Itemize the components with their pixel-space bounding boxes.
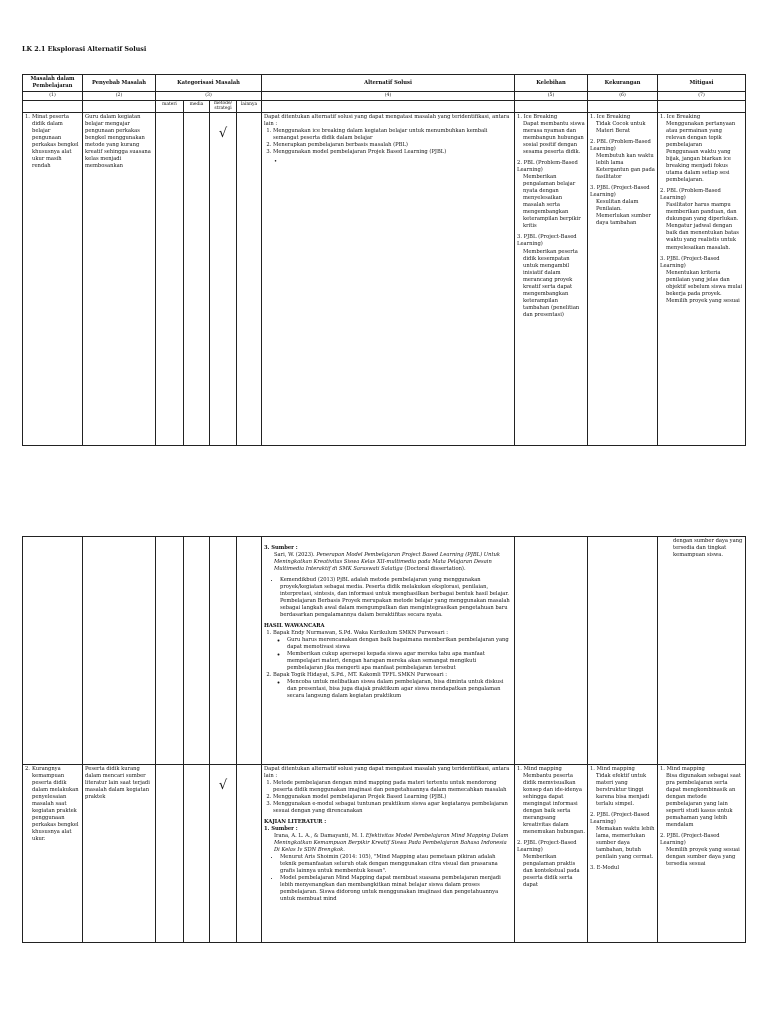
col-number: (7) [658, 92, 746, 101]
header-mitigasi: Mitigasi [658, 75, 746, 92]
header-masalah: Masalah dalam Pembelajaran [23, 75, 83, 92]
solution-table-page-2 [22, 536, 746, 943]
kelebihan-cell: 1. Ice Breaking • Dapat membantu siswa merasa nyaman dan membangun hubungan sosial positif dengan sesama peserta didik. 2. PBL (Problem-Based Learning) • Memberikan pengalaman belajar nyata dengan menyelesaikan masalah serta mengembangkan keterampilan berpikir kritis 3. PJBL (Project-Based Learning) • Memberikan peserta didik kesempatan untuk mengambil inisiatif dalam merancang proyek kreatif serta dapat mengembangkan keterampilan tambahan (penelitian dan presentasi) [515, 113, 588, 446]
col-number: (6) [588, 92, 658, 101]
list-item: 1. Metode pembelajaran dengan mind mapping pada materi tertentu untuk mendorong peserta didik menggunakan imajinasi dan pengetahuannya dalam memecahkan masalah [273, 780, 512, 794]
col-number: (5) [515, 92, 588, 101]
header-kekurangan: Kekurangan [588, 75, 658, 92]
alternatif-cell: Dapat ditentukan alternatif solusi yang dapat mengatasi masalah yang teridentifikasi, antara lain : 1. Metode pembelajaran dengan mind mapping pada materi tertentu untuk mendorong peserta didik menggunakan imajinasi dan pengetahuannya dalam memecahkan masalah 2. Menggunakan model pembelajaran Projek Based Learning (PJBL) 3. Menggunakan e-modul sebagai tuntunan praktikum siswa agar kegiatanya pembelajaran sesuai dengan yang direncanakan KAJIAN LITERATUR : 1. Sumber : Irana, A. L. A., & Damayanti, M. I. Efektivitas Model Pembelajaran Mind Mapping Dalam Meningkatkan Kemampuan Berpikir Kreatif Siswa Pada Pembelajaran Bahasa Indonesia Di Kelas Iv SDN Brengkok. • Menurut Aris Shoimin (2014: 105), "Mind Mapping atau pemetaan pikiran adalah teknik pemanfaatan seluruh otak dengan menggunakan citra visual dan prasarana grafis lainnya untuk membentuk kesan". • Model pembelajaran Mind Mapping dapat membuat suasana pembelajaran menjadi lebih menyenangkan dan membangkitkan minat belajar siswa dalam proses pembelajaran. Siswa didorong untuk menggunakan imajinasi dan pengetahuannya untuk membuat mind [262, 765, 515, 943]
mitigasi-cell-continued: dengan sumber daya yang tersedia dan tingkat kemampuan siswa. [658, 537, 746, 765]
bullet-icon: • [274, 159, 278, 166]
masalah-text: Kurangnya kemampuan peserta didik dalam melakukan penyelesaian masalah saat kegiatan praktek penggunaan perkakas bengkel khususnya alat ukur. [32, 766, 79, 843]
penyebab-cell: Guru dalam kegiatan belajar mengajar pengunaan perkakas bengkel menggunakan metode yang kurang kreatif sehingga suasana kelas menjadi membosankan [83, 113, 156, 446]
header-alternatif: Alternatif Solusi [262, 75, 515, 92]
mitigasi-cell: 1. Ice Breaking • Menggunakan pertanyaan atau permainan yang relevan dengan topik pembelajaran • Penggunaan waktu yang bijak, jangan biarkan ice breaking menjadi fokus utama dalam setiap sesi pembelajaran. 2. PBL (Problem-Based Learning) • Fasilitator harus mampu memberikan panduan, dan dukungan yang diperlukan. • Mengatur jadwal dengan baik dan menentukan batas waktu yang realistis untuk menyelesaikan masalah. 3. PJBL (Project-Based Learning) • Menentukan kriteria penilaian yang jelas dan objektif sebelum siswa mulai bekerja pada proyek. • Memilih proyek yang sesuai [658, 113, 746, 446]
masalah-cell: 2. Kurangnya kemampuan peserta didik dalam melakukan penyelesaian masalah saat kegiatan praktek penggunaan perkakas bengkel khususnya alat ukur. [23, 765, 83, 943]
masalah-cell: 1. Minat peserta didik dalam belajar pengunaan perkakas bengkel khususnya alat ukur masih rendah [23, 113, 83, 446]
list-item: 3. Menggunakan model pembelajaran Projek Based Learning (PJBL) [273, 149, 512, 156]
list-item: 1. Menggunakan ice breaking dalam kegiatan belajar untuk menumbuhkan kembali semangat peserta didik dalam belajar [273, 128, 512, 142]
sub-header-media: media [184, 101, 210, 113]
solution-table-page-1 [22, 74, 746, 446]
alternatif-cell-continued: 3. Sumber : Sari, W. (2023). Penerapan Model Pembelajaran Project Based Learning (PJBL) Untuk Meningkatkan Kreativitas Siswa Kelas XII-multimedia pada Mata Pelajaran Desain Multimedia Interaktif di SMK Saraswati Salatiga (Doctoral dissertation). • Kemendikbud (2013) PjBL adalah metode pembelajaran yang menggunakan proyek/kegiatan sebagai media. Peserta didik melakukan eksplorasi, penilaian, interpretasi, sintesis, dan informasi untuk menghasilkan berbagai bentuk hasil belajar. Pembelajaran Berbasis Proyek merupakan metode belajar yang menggunakan masalah sebagai langkah awal dalam mengumpulkan dan mengintegrasikan pengetahuan baru berdasarkan pengalamannya dalam beraktifitas secara nyata. HASIL WAWANCARA 1. Bapak Endy Nurmawan, S.Pd. Waka Kurikulum SMKN Purwosari : ◦ Guru harus merencanakan dengan baik bagaimana memberikan pembelajaran yang dapat memotivasi siswa ◦ Memberikan cukup apersepsi kepada siswa agar mereka tahu apa manfaat mempelajari materi, dengan harapan mereka akan semangat mengikuti pembelajaran jika mengerti apa manfaat pembelajaran tersebut 2. Bapak Togik Hidayat, S.Pd., MT. Kakomli TPFL SMKN Purwosari : ◦ Mencoba untuk melibatkan siswa dalam pembelajaran, bisa diminta untuk diskusi dan presentasi, bisa juga diajak praktikum agar siswa mendapatkan pengalaman secara langsung dalam kegiatan praktikum [262, 537, 515, 765]
mitigasi-cell: 1. Mind mapping • Bisa digunakan sebagai saat pra pembelajaran serta dapat mengkombinasik an dengan metode pembelajaran yang lain seperti studi kasus untuk pemahaman yang lebih mendalam 2. PJBL (Project-Based Learning) • Memilih proyek yang sesuai dengan sumber daya yang tersedia sesuai [658, 765, 746, 943]
sub-header-lainnya: lainnya [237, 101, 262, 113]
header-kategorisasi: Kategorisasi Masalah [156, 75, 262, 92]
header-kelebihan: Kelebihan [515, 75, 588, 92]
document-title: LK 2.1 Eksplorasi Alternatif Solusi [22, 45, 147, 53]
list-item: 3. Menggunakan e-modul sebagai tuntunan praktikum siswa agar kegiatanya pembelajaran sesuai dengan yang direncanakan [273, 801, 512, 815]
table-row [23, 765, 746, 943]
check-mark: √ [210, 765, 237, 943]
penyebab-cell: Peserta didik kurang dalam mencari sumber literatur lain saat terjadi masalah dalam kegiatan praktek [83, 765, 156, 943]
list-item: 2. Menerapkan pembelajaran berbasis masalah (PBL) [273, 142, 512, 149]
kekurangan-cell: 1. Ice Breaking • Tidak Cocok untuk Materi Berat 2. PBL (Problem-Based Learning) • Membutuh kan waktu lebih lama • Ketergantun gan pada fasilitator 3. PJBL (Project-Based Learning) • Kesulitan dalam Penilaian. • Memerlukan sumber daya tambahan [588, 113, 658, 446]
table-row [23, 113, 746, 446]
alternatif-cell: Dapat ditentukan alternatif solusi yang dapat mengatasi masalah yang teridentifikasi, antara lain : 1. Menggunakan ice breaking dalam kegiatan belajar untuk menumbuhkan kembali semangat peserta didik dalam belajar 2. Menerapkan pembelajaran berbasis masalah (PBL) 3. Menggunakan model pembelajaran Projek Based Learning (PJBL) • [262, 113, 515, 446]
list-item: 2. Menggunakan model pembelajaran Projek Based Learning (PJBL) [273, 794, 512, 801]
col-number: (3) [156, 92, 262, 101]
kelebihan-cell: 1. Mind mapping • Membantu peserta didik memvisualkan konsep dan ide-idenya sehingga dapat mengingat informasi dengan baik serta merangsang kreativitas dalam menemukan hubungan. 2. PJBL (Project-Based Learning) • Memberikan pengalaman praktis dan kontekstual pada peserta didik serta dapat [515, 765, 588, 943]
col-number: (2) [83, 92, 156, 101]
col-number: (4) [262, 92, 515, 101]
header-penyebab: Penyebab Masalah [83, 75, 156, 92]
masalah-text: Minat peserta didik dalam belajar pengunaan perkakas bengkel khususnya alat ukur masih rendah [32, 114, 79, 170]
kekurangan-cell: 1. Mind mapping • Tidak efektif untuk materi yang berstruktur tinggi karena bisa menjadi terlalu simpel. 2. PJBL (Project-Based Learning) • Memakan waktu lebih lama, memerlukan sumber daya tambahan, butuh penilain yang cermat. 3. E-Modul [588, 765, 658, 943]
sub-header-metode: metode/ strategi [210, 101, 237, 113]
sub-header-materi: materi [156, 101, 184, 113]
table-row [23, 537, 746, 765]
check-mark: √ [210, 113, 237, 446]
col-number: (1) [23, 92, 83, 101]
